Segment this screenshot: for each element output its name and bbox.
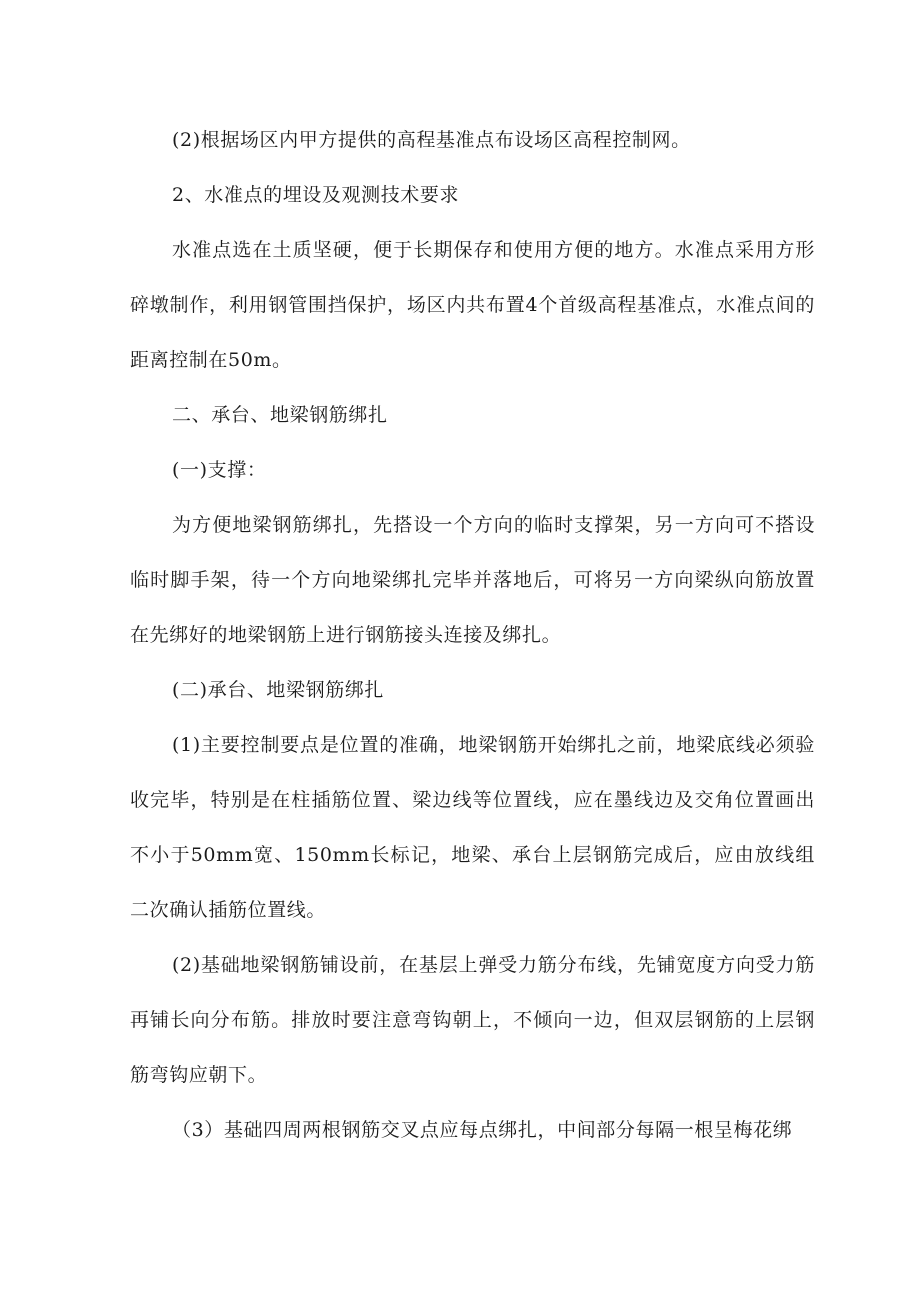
paragraph-rebar-laying: (2)基础地梁钢筋铺设前，在基层上弹受力筋分布线，先铺宽度方向受力筋再铺长向分布筋。排放时要注意弯钩朝上，不倾向一边，但双层钢筋的上层钢筋弯钩应朝下。 <box>130 954 815 1086</box>
paragraph-benchmark-placement: 水准点选在土质坚硬，便于长期保存和使用方便的地方。水准点采用方形碎墩制作，利用钢管围挡保护，场区内共布置4个首级高程基准点，水准点间的距离控制在50m。 <box>130 239 815 371</box>
paragraph-control-points: (1)主要控制要点是位置的准确，地梁钢筋开始绑扎之前，地梁底线必须验收完毕，特别是在柱插筋位置、梁边线等位置线，应在墨线边及交角位置画出不小于50mm宽、150mm长标记，地梁、承台上层钢筋完成后，应由放线组二次确认插筋位置线。 <box>130 734 815 921</box>
heading-section-two: 二、承台、地梁钢筋绑扎 <box>172 404 388 426</box>
paragraph-elevation-network: (2)根据场区内甲方提供的高程基准点布设场区高程控制网。 <box>172 129 691 151</box>
heading-benchmark-requirements: 2、水准点的埋设及观测技术要求 <box>172 184 460 206</box>
paragraph-intersection-binding: （3）基础四周两根钢筋交叉点应每点绑扎，中间部分每隔一根呈梅花绑 <box>172 1119 793 1141</box>
heading-support: (一)支撑： <box>172 459 267 481</box>
paragraph-support-method: 为方便地梁钢筋绑扎，先搭设一个方向的临时支撑架，另一方向可不搭设临时脚手架，待一个方向地梁绑扎完毕并落地后，可将另一方向梁纵向筋放置在先绑好的地梁钢筋上进行钢筋接头连接及绑扎。 <box>130 514 815 646</box>
heading-rebar-binding: (二)承台、地梁钢筋绑扎 <box>172 679 385 701</box>
